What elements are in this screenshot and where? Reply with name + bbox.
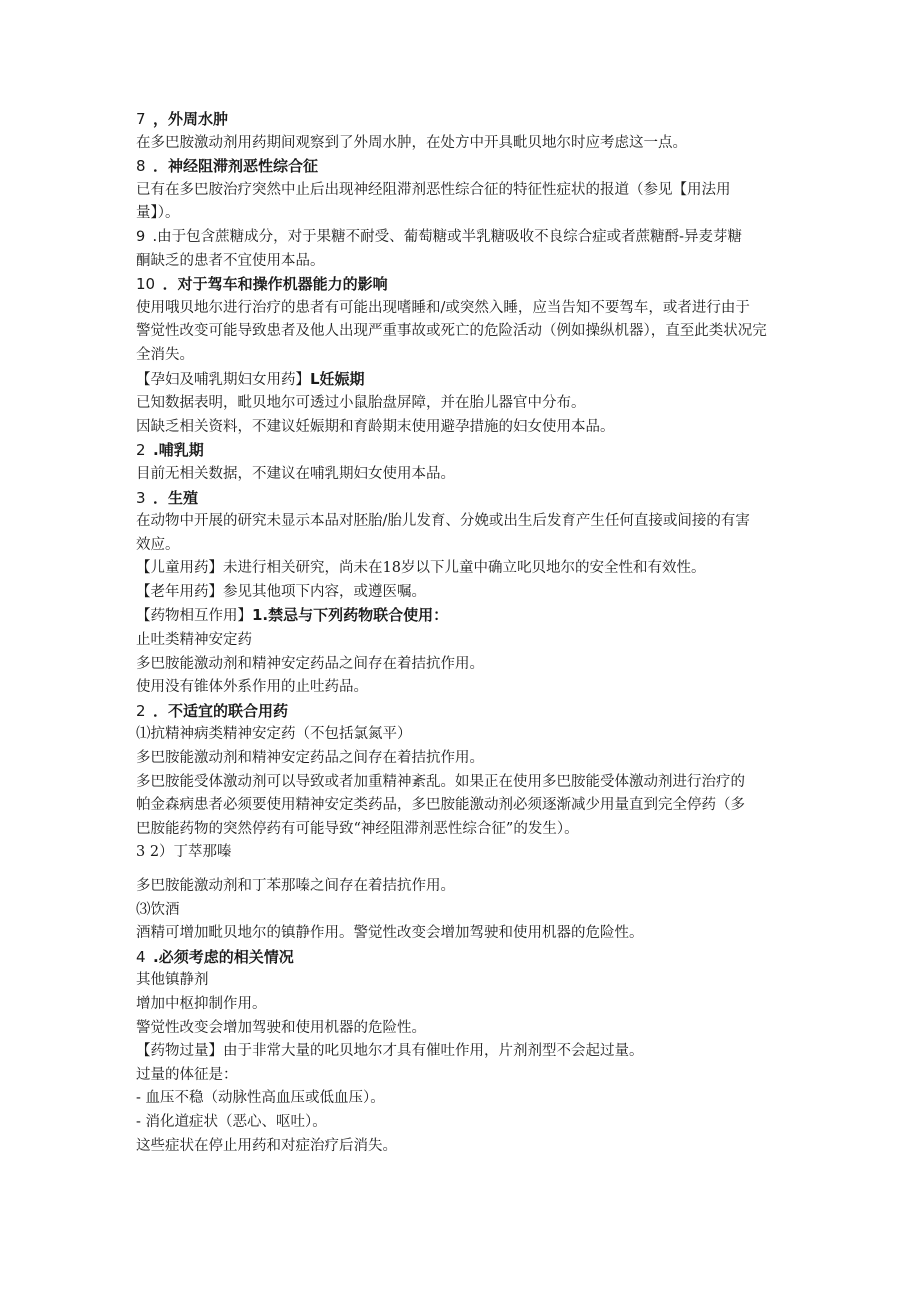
section-heading	[136, 700, 792, 724]
document-page	[136, 108, 792, 1158]
line-text: 使用哦贝地尔进行治疗的患者有可能出现嗜睡和/或突然入睡，应当告知不要驾车，或者进行由于	[136, 299, 750, 316]
inline-heading: 1.禁忌与下列药物联合使用：	[252, 606, 449, 625]
text-line	[136, 581, 792, 605]
section-heading	[136, 155, 792, 179]
line-text: 这些症状在停止用药和对症治疗后消失。	[136, 1137, 397, 1154]
text-line	[136, 1111, 792, 1135]
line-text: .必须考虑的相关情况	[153, 947, 294, 966]
line-text: 警觉性改变会增加驾驶和使用机器的危险性。	[136, 1019, 426, 1036]
line-text: 其他镇静剂	[136, 972, 209, 989]
line-text: 帕金森病患者必须要使用精神安定类药品，多巴胺能激动剂必须逐渐减少用量直到完全停药（多	[136, 797, 745, 814]
text-line	[136, 676, 792, 700]
section-heading	[136, 273, 792, 297]
line-text: 增加中枢抑制作用。	[136, 995, 267, 1012]
text-line	[136, 922, 792, 946]
text-line	[136, 794, 792, 818]
line-text: 全消失。	[136, 346, 194, 363]
line-text: 使用没有锥体外系作用的止吐药品。	[136, 679, 368, 696]
text-line	[136, 723, 792, 747]
text-line	[136, 653, 792, 677]
text-line	[136, 202, 792, 226]
text-line	[136, 132, 792, 156]
text-line	[136, 1087, 792, 1111]
section-heading	[136, 439, 792, 463]
section-heading	[136, 108, 792, 132]
line-text: 【儿童用药】未进行相关研究，尚未在18岁以下儿童中确立叱贝地尔的安全性和有效性。	[136, 560, 706, 577]
text-line	[136, 297, 792, 321]
line-text: 目前无相关数据，不建议在哺乳期妇女使用本品。	[136, 465, 455, 482]
text-line	[136, 818, 792, 842]
line-text: ．对于驾车和操作机器能力的影响	[162, 275, 388, 294]
line-text: 在多巴胺激动剂用药期间观察到了外周水肿，在处方中开具毗贝地尔时应考虑这一点。	[136, 134, 687, 151]
section-heading	[136, 487, 792, 511]
text-line	[136, 1040, 792, 1064]
text-line	[136, 629, 792, 653]
text-line	[136, 993, 792, 1017]
line-text: 【孕妇及哺乳期妇女用药】	[136, 371, 310, 388]
item-number: 2	[136, 441, 146, 460]
item-number: 2	[136, 701, 146, 720]
item-number: 8	[136, 157, 146, 176]
line-text: 酒精可增加毗贝地尔的镇静作用。警觉性改变会增加驾驶和使用机器的危险性。	[136, 925, 644, 942]
text-line	[136, 1135, 792, 1159]
line-text: 效应。	[136, 536, 180, 553]
line-text: 【老年用药】参见其他项下内容，或遵医嘱。	[136, 583, 426, 600]
line-text: 因缺乏相关资料，不建议妊娠期和育龄期末使用避孕措施的妇女使用本品。	[136, 418, 615, 435]
text-line	[136, 534, 792, 558]
line-text: 警觉性改变可能导致患者及他人出现严重事故或死亡的危险活动（例如操纵机器），直至此类状况完	[136, 323, 767, 340]
line-text: 已有在多巴胺治疗突然中止后出现神经阻滞剂恶性综合征的特征性症状的报道（参见【用法用	[136, 181, 731, 198]
text-line	[136, 875, 792, 899]
text-line	[136, 841, 792, 865]
line-text: 多巴胺能受体激动剂可以导致或者加重精神紊乱。如果正在使用多巴胺能受体激动剂进行治疗的	[136, 773, 745, 790]
line-text: - 消化道症状（恶心、呕吐）。	[136, 1113, 327, 1130]
line-text: 3 2）丁萃那嗪	[136, 844, 232, 861]
line-text: - 血压不稳（动脉性高血压或低血压）。	[136, 1090, 385, 1107]
line-text: ．不适宜的联合用药	[153, 701, 289, 720]
section-heading	[136, 946, 792, 970]
line-text: 过量的体征是：	[136, 1066, 238, 1083]
text-line	[136, 969, 792, 993]
text-line	[136, 226, 792, 250]
text-line	[136, 179, 792, 203]
document-body	[136, 108, 792, 1158]
line-text: 【药物过量】由于非常大量的叱贝地尔才具有催吐作用，片剂剂型不会起过量。	[136, 1043, 644, 1060]
spacer	[136, 865, 792, 875]
item-number: 9	[136, 228, 146, 245]
line-text: 在动物中开展的研究未显示本品对胚胎/胎儿发育、分娩或出生后发育产生任何直接或间接的有害	[136, 513, 750, 530]
line-text: 多巴胺能激动剂和丁苯那嗪之间存在着拮抗作用。	[136, 878, 455, 894]
text-line	[136, 510, 792, 534]
text-line	[136, 747, 792, 771]
item-number: 7	[136, 110, 146, 128]
text-line	[136, 771, 792, 795]
text-line	[136, 557, 792, 581]
line-text: .由于包含蔗糖成分，对于果糖不耐受、葡萄糖或半乳糖吸收不良综合症或者蔗糖酹-异麦芽糖	[152, 228, 742, 245]
item-number: 3	[136, 488, 146, 507]
item-number: 10	[136, 275, 156, 294]
line-text: 止吐类精神安定药	[136, 632, 252, 649]
line-text: ⑴抗精神病类精神安定药（不包括氯氮平）	[136, 726, 412, 743]
text-line	[136, 368, 792, 393]
line-text: 【药物相互作用】	[136, 608, 252, 625]
line-text: 多巴胺能激动剂和精神安定药品之间存在着拮抗作用。	[136, 750, 484, 767]
text-line	[136, 604, 792, 629]
line-text: ，外周水肿	[153, 110, 229, 128]
line-text: 量】）。	[136, 205, 180, 222]
text-line	[136, 250, 792, 274]
line-text: 酮缺乏的患者不宜使用本品。	[136, 252, 325, 269]
text-line	[136, 463, 792, 487]
line-text: 巴胺能药物的突然停药有可能导致“神经阻滞剂恶性综合征”的发生）。	[136, 820, 579, 837]
text-line	[136, 392, 792, 416]
item-number: 4	[136, 947, 146, 966]
line-text: ．生殖	[153, 488, 199, 507]
line-text: 多巴胺能激动剂和精神安定药品之间存在着拮抗作用。	[136, 655, 484, 672]
line-text: ⑶饮酒	[136, 901, 180, 918]
line-text: ．神经阻滞剂恶性综合征	[153, 157, 319, 176]
text-line	[136, 344, 792, 368]
text-line	[136, 1064, 792, 1088]
inline-heading: L妊娠期	[310, 369, 365, 388]
line-text: 已知数据表明，毗贝地尔可透过小鼠胎盘屏障，并在胎儿器官中分布。	[136, 395, 586, 412]
line-text: .哺乳期	[153, 441, 204, 460]
text-line	[136, 320, 792, 344]
text-line	[136, 899, 792, 923]
text-line	[136, 1017, 792, 1041]
text-line	[136, 416, 792, 440]
